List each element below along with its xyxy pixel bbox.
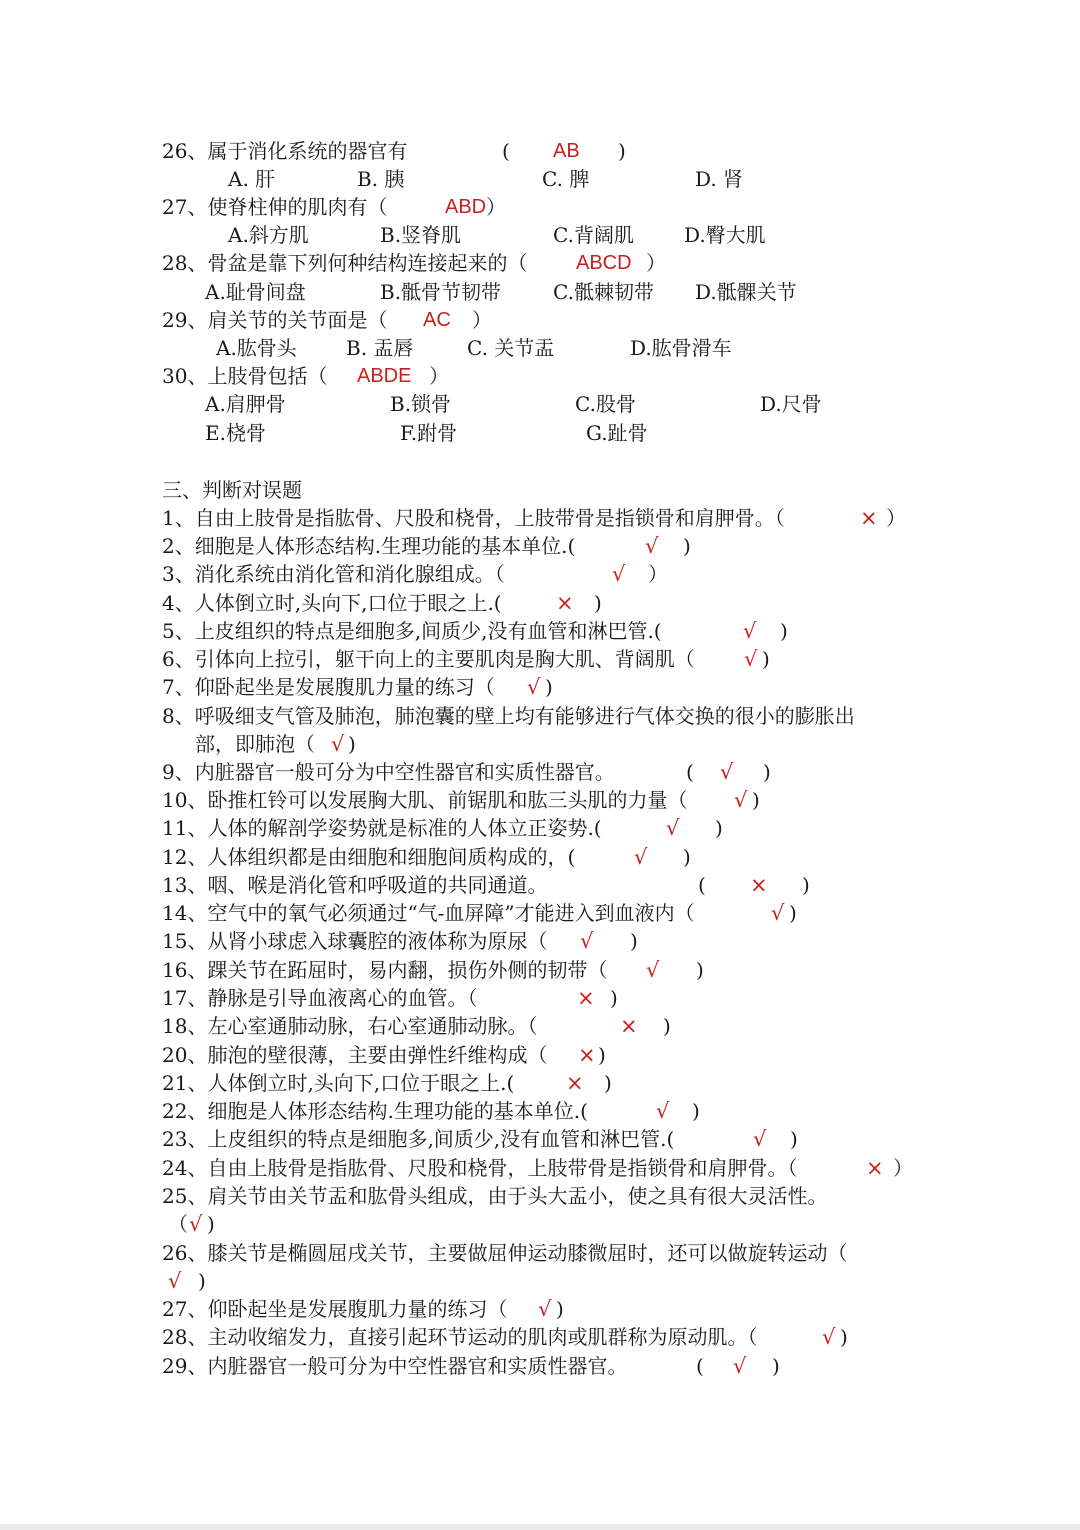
paren-close: ) [802, 873, 810, 897]
paren-open: ( [698, 873, 706, 897]
answer: AB [553, 140, 580, 162]
paren-close: ) [715, 816, 723, 840]
paren-close: ) [780, 619, 788, 643]
cross-mark: × [860, 506, 878, 530]
answer: ABDE [357, 365, 412, 387]
check-mark: √ [666, 816, 680, 840]
option: C.骶棘韧带 [553, 280, 654, 304]
option: E.桡骨 [205, 421, 266, 445]
check-mark: √ [733, 1354, 747, 1378]
check-mark: √ [645, 534, 659, 558]
paren-close: ) [683, 534, 691, 558]
paren-close: ) [663, 1014, 671, 1038]
paren-close: ） [472, 308, 492, 332]
paren-close: ） [648, 562, 668, 586]
cross-mark: × [577, 986, 595, 1010]
option: A.耻骨间盘 [205, 280, 306, 304]
statement: 7、仰卧起坐是发展腹肌力量的练习（ [162, 675, 495, 699]
question-text: 28、骨盆是靠下列何种结构连接起来的（ [162, 251, 528, 275]
check-mark: √ [743, 619, 757, 643]
statement: 12、人体组织都是由细胞和细胞间质构成的，( [162, 845, 576, 869]
paren-close: ) [348, 732, 356, 756]
statement: 17、静脉是引导血液离心的血管。（ [162, 986, 478, 1010]
check-mark: √ [189, 1212, 203, 1236]
paren-close: ) [207, 1212, 215, 1236]
paren-close: ） [893, 1156, 913, 1180]
cross-mark: × [866, 1156, 884, 1180]
statement: 25、肩关节由关节盂和肱骨头组成，由于头大盂小，使之具有很大灵活性。 [162, 1184, 828, 1208]
option: C.股骨 [575, 392, 636, 416]
option: B. 胰 [357, 167, 405, 191]
option: B. 盂唇 [346, 336, 414, 360]
option: D.臀大肌 [684, 223, 766, 247]
section-title: 三、判断对误题 [162, 478, 302, 502]
statement: 8、呼吸细支气管及肺泡，肺泡囊的壁上均有能够进行气体交换的很小的膨胀出 [162, 704, 855, 728]
cross-mark: × [556, 591, 574, 615]
statement: 20、肺泡的壁很薄，主要由弹性纤维构成（ [162, 1043, 548, 1067]
check-mark: √ [538, 1297, 552, 1321]
statement-continued: （ [168, 1212, 188, 1236]
page-bottom-edge [0, 1524, 1080, 1530]
option: B.骶骨节韧带 [380, 280, 502, 304]
option: D.肱骨滑车 [630, 336, 732, 360]
statement: 4、人体倒立时,头向下,口位于眼之上.( [162, 591, 502, 615]
statement: 26、膝关节是椭圆屈戌关节，主要做屈伸运动膝微屈时，还可以做旋转运动（ [162, 1241, 848, 1265]
statement: 23、上皮组织的特点是细胞多,间质少,没有血管和淋巴管.( [162, 1127, 675, 1151]
paren-close: ) [594, 591, 602, 615]
statement: 11、人体的解剖学姿势就是标准的人体立正姿势.( [162, 816, 602, 840]
paren-close: ） [886, 506, 906, 530]
option: B.锁骨 [390, 392, 452, 416]
check-mark: √ [734, 788, 748, 812]
check-mark: √ [646, 958, 660, 982]
statement: 16、踝关节在跖屈时，易内翻，损伤外侧的韧带（ [162, 958, 608, 982]
paren-close: ) [618, 139, 626, 163]
check-mark: √ [580, 929, 594, 953]
paren-open: ( [696, 1354, 704, 1378]
check-mark: √ [331, 732, 345, 756]
statement: 10、卧推杠铃可以发展胸大肌、前锯肌和肱三头肌的力量（ [162, 788, 688, 812]
paren-close: ) [598, 1043, 606, 1067]
statement-continued: 部，即肺泡（ [195, 732, 315, 756]
paren-open: ( [686, 760, 694, 784]
paren-close: ) [556, 1297, 564, 1321]
check-mark: √ [771, 901, 785, 925]
option: C. 脾 [542, 167, 590, 191]
paren-close: ) [683, 845, 691, 869]
option: D.骶髁关节 [695, 280, 797, 304]
paren-close: ) [692, 1099, 700, 1123]
check-mark: √ [753, 1127, 767, 1151]
check-mark: √ [612, 562, 626, 586]
cross-mark: × [566, 1071, 584, 1095]
paren-open: ( [502, 139, 510, 163]
check-mark: √ [527, 675, 541, 699]
option: F.跗骨 [400, 421, 458, 445]
check-mark: √ [744, 647, 758, 671]
statement: 6、引体向上拉引，躯干向上的主要肌肉是胸大肌、背阔肌（ [162, 647, 695, 671]
statement: 5、上皮组织的特点是细胞多,间质少,没有血管和淋巴管.( [162, 619, 662, 643]
statement: 22、细胞是人体形态结构.生理功能的基本单位.( [162, 1099, 588, 1123]
option: C.背阔肌 [553, 223, 634, 247]
option: A. 肝 [228, 167, 276, 191]
statement: 9、内脏器官一般可分为中空性器官和实质性器官。 [162, 760, 615, 784]
paren-close: ) [752, 788, 760, 812]
question-text: 26、属于消化系统的器官有 [162, 139, 408, 163]
paren-close: ) [610, 986, 618, 1010]
paren-close: ) [198, 1269, 206, 1293]
option: D.尺骨 [760, 392, 822, 416]
paren-close: ） [429, 364, 449, 388]
paren-close: ) [604, 1071, 612, 1095]
option: A.肱骨头 [216, 336, 297, 360]
paren-close: ) [772, 1354, 780, 1378]
option: D. 肾 [695, 167, 744, 191]
option: C. 关节盂 [467, 336, 555, 360]
cross-mark: × [620, 1014, 638, 1038]
statement: 2、细胞是人体形态结构.生理功能的基本单位.( [162, 534, 576, 558]
statement: 13、咽、喉是消化管和呼吸道的共同通道。 [162, 873, 548, 897]
statement: 14、空气中的氧气必须通过“气-血屏障”才能进入到血液内（ [162, 901, 695, 925]
statement: 3、消化系统由消化管和消化腺组成。（ [162, 562, 505, 586]
statement: 28、主动收缩发力，直接引起环节运动的肌肉或肌群称为原动肌。（ [162, 1325, 758, 1349]
question-text: 27、使脊柱伸的肌肉有（ [162, 195, 388, 219]
paren-close: ) [762, 647, 770, 671]
statement: 1、自由上肢骨是指肱骨、尺股和桡骨，上肢带骨是指锁骨和肩胛骨。（ [162, 506, 785, 530]
answer: ABCD [576, 252, 632, 274]
option: A.肩胛骨 [205, 392, 286, 416]
option: B.竖脊肌 [380, 223, 462, 247]
cross-mark: × [578, 1043, 596, 1067]
option: A.斜方肌 [228, 223, 309, 247]
answer: AC [423, 309, 451, 331]
answer: ABD [445, 196, 487, 218]
statement: 21、人体倒立时,头向下,口位于眼之上.( [162, 1071, 515, 1095]
question-text: 30、上肢骨包括（ [162, 364, 328, 388]
check-mark: √ [656, 1099, 670, 1123]
paren-close: ） [646, 251, 666, 275]
cross-mark: × [750, 873, 768, 897]
paren-close: ) [840, 1325, 848, 1349]
question-text: 29、肩关节的关节面是（ [162, 308, 388, 332]
check-mark: √ [634, 845, 648, 869]
statement: 15、从肾小球虑入球囊腔的液体称为原尿（ [162, 929, 548, 953]
option: G.趾骨 [586, 421, 648, 445]
paren-close: ) [789, 901, 797, 925]
statement: 18、左心室通肺动脉，右心室通肺动脉。（ [162, 1014, 538, 1038]
statement: 24、自由上肢骨是指肱骨、尺股和桡骨，上肢带骨是指锁骨和肩胛骨。（ [162, 1156, 798, 1180]
check-mark: √ [168, 1269, 182, 1293]
statement: 27、仰卧起坐是发展腹肌力量的练习（ [162, 1297, 508, 1321]
paren-close: ) [763, 760, 771, 784]
paren-close: ) [630, 929, 638, 953]
paren-close: ) [696, 958, 704, 982]
paren-close: ) [790, 1127, 798, 1151]
paren-close: ） [486, 195, 506, 219]
check-mark: √ [822, 1325, 836, 1349]
paren-close: ) [545, 675, 553, 699]
statement: 29、内脏器官一般可分为中空性器官和实质性器官。 [162, 1354, 628, 1378]
check-mark: √ [720, 760, 734, 784]
